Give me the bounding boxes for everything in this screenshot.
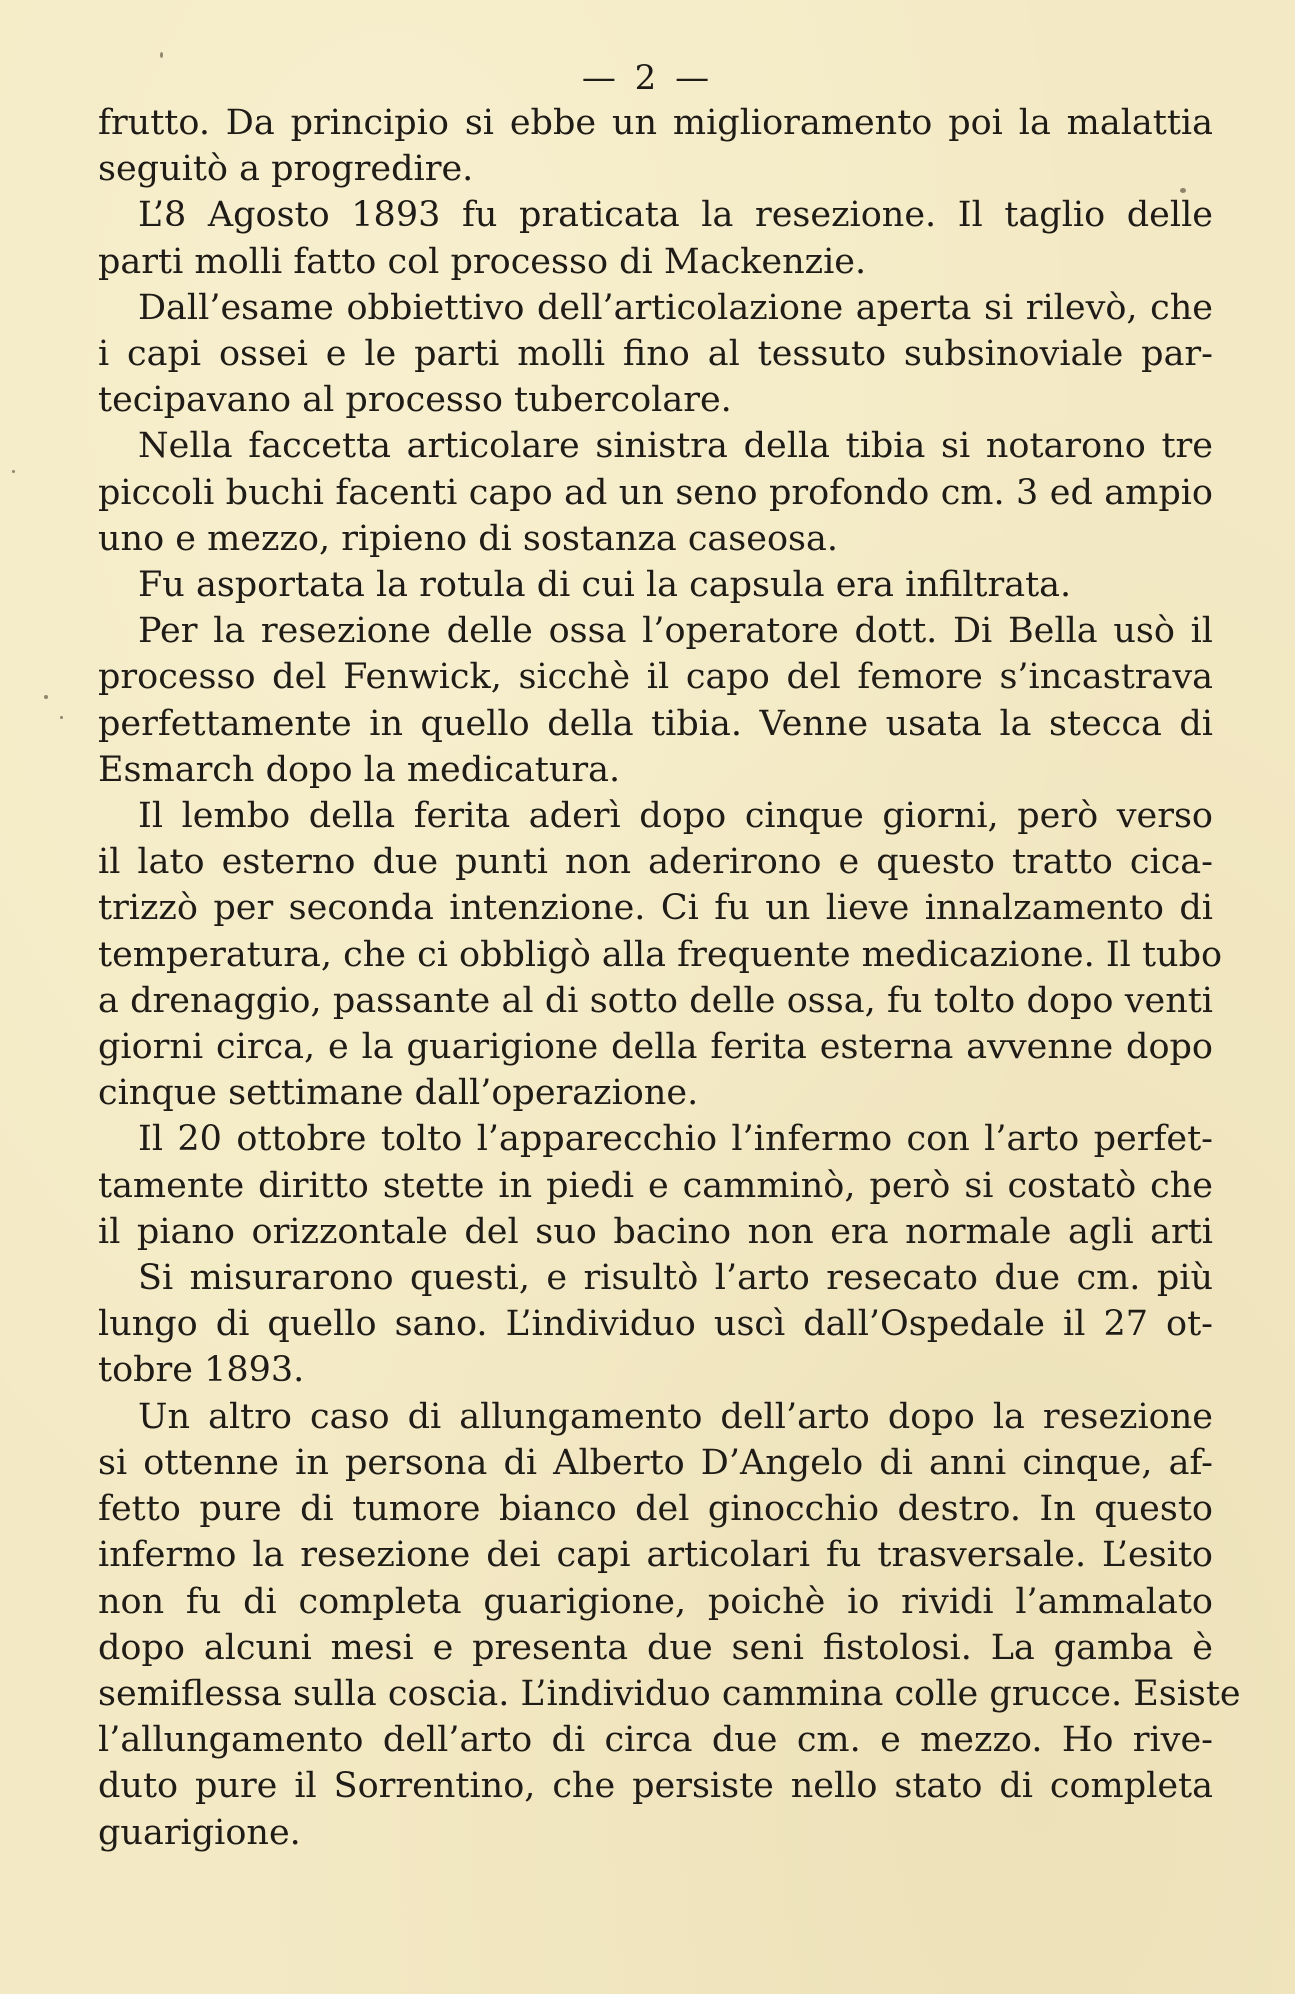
text-line: frutto. Da principio si ebbe un miglioramento poi la malattia [98, 103, 1213, 143]
print-speck [160, 52, 163, 58]
print-speck [1180, 188, 1186, 193]
text-line: Per la resezione delle ossa l’operatore dott. Di Bella usò il [138, 611, 1213, 652]
text-line: Nella faccetta articolare sinistra della tibia si notarono tre [138, 426, 1213, 467]
text-line: non fu di completa guarigione, poichè io rividi l’ammalato [98, 1581, 1213, 1622]
text-line: tobre 1893. [98, 1350, 305, 1391]
text-line: lungo di quello sano. L’individuo uscì dall’Ospedale il 27 ot- [98, 1304, 1213, 1345]
text-line: processo del Fenwick, sicchè il capo del femore s’incastrava [98, 657, 1213, 698]
text-line: seguitò a progredire. [98, 149, 474, 190]
text-line: Dall’esame obbiettivo dell’articolazione aperta si rilevò, che [138, 287, 1213, 328]
print-speck [12, 470, 15, 473]
text-line: tamente diritto stette in piedi e camminò, però si costatò che [98, 1165, 1213, 1206]
text-line: Il lembo della ferita aderì dopo cinque giorni, però verso [138, 796, 1213, 837]
text-line: Un altro caso di allungamento dell’arto dopo la resezione [138, 1396, 1213, 1437]
text-line: si ottenne in persona di Alberto D’Angelo di anni cinque, af- [98, 1442, 1213, 1483]
text-line: Esmarch dopo la medicatura. [98, 749, 621, 790]
text-line: il lato esterno due punti non aderirono e questo tratto cica- [98, 842, 1213, 883]
text-line: semiflessa sulla coscia. L’individuo cammina colle grucce. Esiste [98, 1673, 1241, 1714]
text-line: perfettamente in quello della tibia. Venne usata la stecca di [98, 703, 1213, 744]
text-line: fetto pure di tumore bianco del ginocchio destro. In questo [98, 1489, 1213, 1530]
text-line: temperatura, che ci obbligò alla frequente medicazione. Il tubo [98, 934, 1223, 975]
text-line: l’allungamento dell’arto di circa due cm. e mezzo. Ho rive- [98, 1720, 1213, 1761]
text-line: a drenaggio, passante al di sotto delle ossa, fu tolto dopo venti [98, 980, 1213, 1021]
text-line: piccoli buchi facenti capo ad un seno profondo cm. 3 ed ampio [98, 472, 1213, 513]
text-line: trizzò per seconda intenzione. Ci fu un lieve innalzamento di [98, 888, 1213, 929]
text-line: uno e mezzo, ripieno di sostanza caseosa. [98, 518, 838, 559]
text-line: parti molli fatto col processo di Mackenzie. [98, 241, 867, 282]
page-number: — 2 — [581, 58, 714, 98]
body-text [98, 100, 1241, 1856]
text-line: Si misurarono questi, e risultò l’arto resecato due cm. più [138, 1258, 1213, 1299]
text-line: i capi ossei e le parti molli fino al tessuto subsinoviale par- [98, 334, 1213, 375]
text-line: dopo alcuni mesi e presenta due seni fistolosi. La gamba è [98, 1627, 1213, 1668]
text-line: infermo la resezione dei capi articolari fu trasversale. L’esito [98, 1535, 1213, 1576]
text-line: giorni circa, e la guarigione della ferita esterna avvenne dopo [98, 1027, 1213, 1068]
text-line: Fu asportata la rotula di cui la capsula era infiltrata. [138, 565, 1072, 606]
text-line: cinque settimane dall’operazione. [98, 1073, 699, 1114]
text-line: L’8 Agosto 1893 fu praticata la resezione. Il taglio delle [138, 195, 1213, 236]
print-speck [60, 716, 63, 719]
print-speck [44, 695, 48, 699]
text-line: il piano orizzontale del suo bacino non era normale agli arti [98, 1211, 1213, 1252]
text-line: guarigione. [98, 1812, 301, 1853]
text-line: tecipavano al processo tubercolare. [98, 380, 732, 421]
text-line: duto pure il Sorrentino, che persiste nello stato di completa [98, 1766, 1213, 1807]
text-line: Il 20 ottobre tolto l’apparecchio l’infermo con l’arto perfet- [138, 1119, 1213, 1160]
